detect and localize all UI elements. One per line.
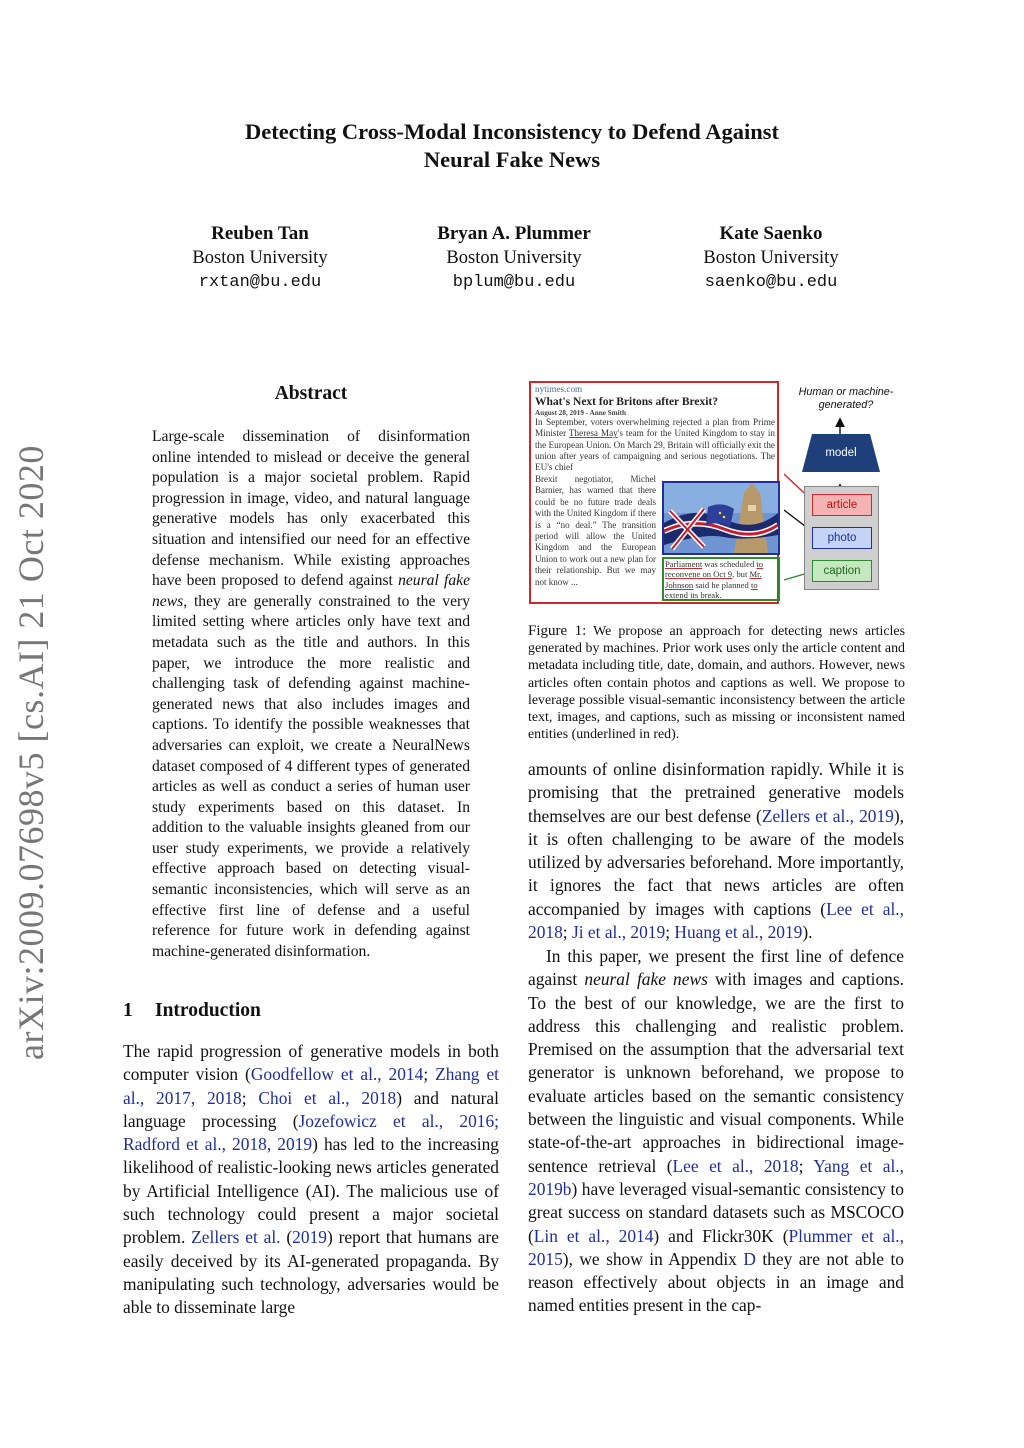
citation-link[interactable]: Plummer et al., 2015 [528, 1225, 904, 1269]
text: , but [732, 569, 750, 580]
text: ; [665, 922, 675, 943]
human-or-machine-label: Human or machine-generated? [798, 386, 894, 411]
abstract-emphasis: neural fake news [152, 572, 470, 610]
author-email[interactable]: saenko@bu.edu [704, 273, 838, 292]
citation-link[interactable]: Lee et al., 2018 [528, 898, 904, 943]
paper-title [112, 118, 912, 174]
appendix-link[interactable]: D [743, 1248, 756, 1269]
text: ( [280, 1227, 293, 1248]
caption-input: caption [812, 560, 872, 582]
intro-right-column-top [528, 758, 904, 944]
text: ; [798, 1155, 814, 1176]
text: ; [562, 922, 572, 943]
entity-underlined: Parliament [665, 559, 703, 569]
author-block-2 [384, 222, 644, 295]
photo-input: photo [812, 527, 872, 549]
abstract-body [152, 427, 470, 962]
text: ) has led to the increasing likelihood of realistic-looking news articles generated by Artificial Intelligence (AI). The malicious use of such technology could present a major societal problem. [123, 1134, 499, 1248]
title-line-1: Detecting Cross-Modal Inconsistency to Defend Against [245, 119, 779, 144]
citation-link[interactable]: Zhang et al., 2017, 2018 [123, 1064, 499, 1108]
text: its break. [687, 589, 722, 600]
emphasis: neural fake news [584, 969, 708, 990]
arxiv-stamp: arXiv:2009.07698v5 [cs.AI] 21 Oct 2020 [11, 445, 51, 1060]
abstract-text-1: Large-scale dissemination of disinformation online intended to mislead or deceive the general population is a major societal problem. Rapid progression in image, video, and natural language generative models has only exacerbated this situation and intensified our need for an effective defense mechanism. While existing approaches have been proposed to defend against [152, 428, 470, 590]
citation-link[interactable]: Huang et al., 2019 [674, 922, 803, 943]
text: ), it is often challenging to be aware of the models utilized by adversaries beforehand. More importantly, it ignores the fact that news articles are often accompanied by images with captions ( [528, 805, 904, 919]
entity-underlined: Theresa May [568, 428, 618, 439]
text: was scheduled [702, 559, 757, 569]
text: In this paper, we present the first line of defence against [528, 946, 904, 990]
news-headline: What's Next for Britons after Brexit? [535, 396, 719, 408]
author-affiliation: Boston University [703, 248, 839, 268]
text: they are not able to reason effectively about objects in an image and named entities present in the cap- [528, 1248, 904, 1316]
figure-caption [528, 623, 905, 743]
abstract-heading: Abstract [274, 383, 348, 404]
text: ), we show in Appendix [562, 1248, 744, 1269]
news-dateline: August 28, 2019 - Anne Smith [535, 409, 627, 417]
text: ). [802, 922, 813, 943]
author-email[interactable]: bplum@bu.edu [452, 273, 576, 292]
citation-link[interactable]: Lin et al., 2014 [533, 1225, 654, 1246]
union-jack-photo-icon [664, 483, 778, 553]
text: with images and captions. To the best of our knowledge, we are the first to address this challenging and realistic problem. Premised on the assumption that the adversarial text generator is unknown beforehand, we propose to evaluate articles based on the semantic consistency between the linguistic and visual components. While state-of-the-art approaches in bidirectional image-sentence retrieval ( [528, 969, 904, 1176]
text: ) and Flickr30K ( [653, 1225, 789, 1246]
author-affiliation: Boston University [446, 248, 582, 268]
citation-link[interactable]: Goodfellow et al., 2014 [250, 1064, 424, 1085]
entity-underlined: to reconvene on Oct 9 [665, 559, 764, 580]
author-email[interactable]: rxtan@bu.edu [198, 273, 322, 292]
author-block-3 [641, 222, 901, 295]
section-title: Introduction [155, 1000, 261, 1021]
text: ) have leveraged visual-semantic consistency to great success on standard datasets such as MSCOCO ( [528, 1178, 904, 1246]
news-body-left: Brexit negotiator, Michel Barnier, has warned that there could be no future trade deals with the United Kingdom if there is a “no deal.” The transition period will allow the United Kingdom and the European Union to work out a new plan for their relationship. But we may not know ... [535, 474, 656, 587]
text: ; [423, 1064, 436, 1085]
model-label: model [825, 447, 857, 459]
text: amounts of online disinformation rapidly. While it is promising that the pretrained generative models themselves are our best defense ( [528, 759, 904, 826]
citation-link[interactable]: Ji et al., 2019 [571, 922, 666, 943]
citation-link[interactable]: Choi et al., 2018 [258, 1087, 397, 1108]
news-source: nytimes.com [535, 384, 583, 394]
entity-underlined: to extend [665, 579, 758, 600]
intro-left-column [123, 1040, 499, 1320]
author-name: Kate Saenko [719, 223, 823, 244]
text: ; [241, 1087, 259, 1108]
author-name: Bryan A. Plummer [437, 223, 591, 244]
author-block-1 [130, 222, 390, 295]
citation-link[interactable]: Zellers et al. [191, 1227, 281, 1248]
intro-right-column-paragraph [528, 945, 904, 1318]
text: In September, voters overwhelming rejected a plan from Prime Minister [535, 417, 775, 439]
citation-link[interactable]: Yang et al., 2019b [528, 1155, 904, 1199]
text: 's team for the United Kingdom to stay in the European Union. On March 29, Britain will officially exit the union after years of campaigning and serious negotiations. The EU's chief [535, 428, 775, 473]
text: said he planned [693, 579, 751, 590]
text: ) and natural language processing ( [123, 1087, 499, 1131]
figure-label: Figure 1: [528, 623, 587, 639]
section-number: 1 [123, 1000, 133, 1021]
author-affiliation: Boston University [192, 248, 328, 268]
section-heading-introduction [123, 1000, 261, 1022]
citation-link[interactable]: 2019 [292, 1227, 327, 1248]
news-caption-text [665, 559, 778, 600]
figure-caption-text: We propose an approach for detecting news articles generated by machines. Prior work uses only the article content and metadata including title, date, domain, and authors. However, news articles often contain photos and captions as well. We propose to leverage possible visual-semantic inconsistency between the article text, images, and captions, such as missing or inconsistent named entities (underlined in red). [528, 624, 905, 743]
citation-link[interactable]: Jozefowicz et al., 2016; Radford et al., 2018, 2019 [123, 1110, 499, 1155]
figure-1 [526, 376, 910, 608]
text: The rapid progression of generative models in both computer vision ( [123, 1041, 499, 1085]
citation-link[interactable]: Zellers et al., 2019 [761, 805, 894, 826]
text: ) report that humans are easily deceived by its AI-generated propaganda. By manipulating such technology, adversaries would be able to disseminate large [123, 1227, 499, 1318]
citation-link[interactable]: Lee et al., 2018 [672, 1155, 799, 1176]
article-input: article [812, 494, 872, 516]
abstract-text-2: , they are generally constrained to the very limited setting where articles only have text and metadata such as the title and authors. In this paper, we introduce the more realistic and challenging task of defending against machine-generated news that also includes images and captions. To identify the possible weaknesses that adversaries can exploit, we create a NeuralNews dataset composed of 4 different types of generated articles as well as conduct a series of human user study experiments based on this dataset. In addition to the valuable insights gleaned from our user study experiments, we provide a relatively effective approach based on detecting visual-semantic inconsistencies, which will serve as an effective first line of defense and a useful reference for future work in defending against machine-generated disinformation. [152, 592, 470, 960]
news-body-top [535, 417, 775, 473]
author-name: Reuben Tan [211, 223, 309, 244]
title-line-2: Neural Fake News [423, 147, 601, 172]
news-photo [662, 481, 780, 555]
entity-underlined: Mr. Johnson [665, 569, 762, 590]
